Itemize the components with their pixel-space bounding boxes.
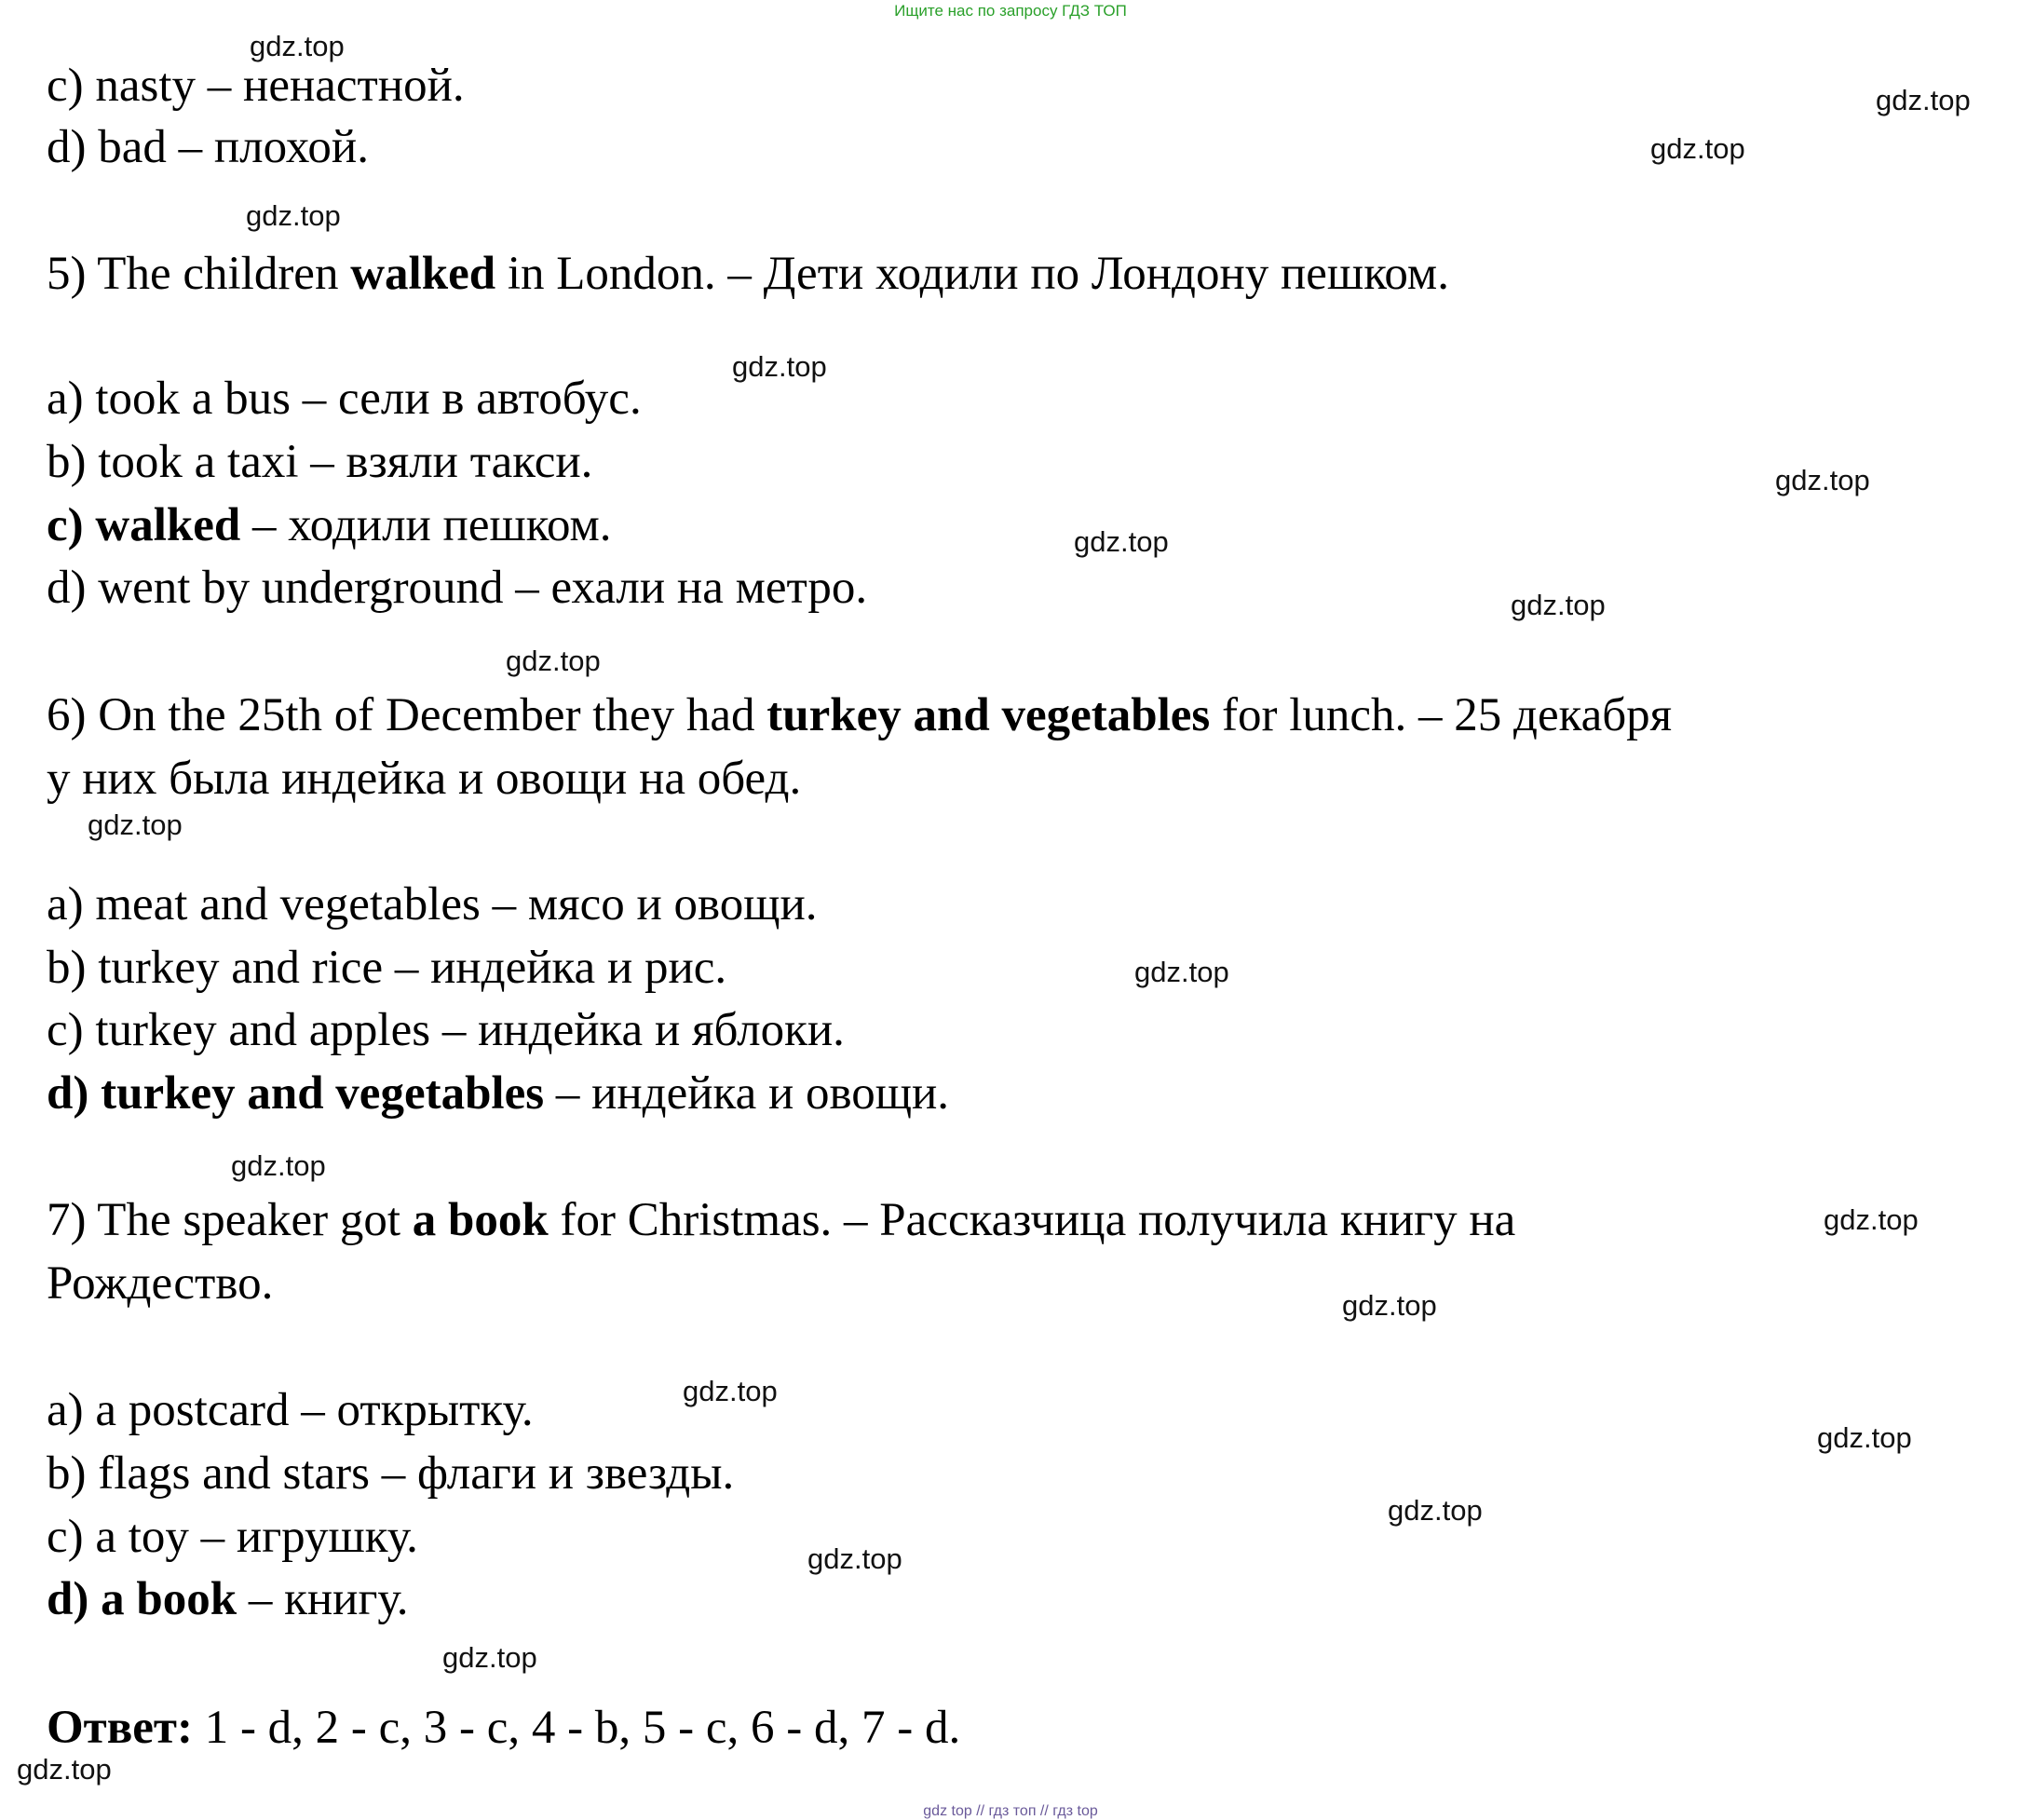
watermark: gdz.top [1817,1421,1912,1454]
question-5-translation: in London. – Дети ходили по Лондону пешком. [495,248,1449,300]
watermark: gdz.top [250,30,345,62]
q6-option-a: a) meat and vegetables – мясо и овощи. [47,878,818,930]
question-7 [47,1192,1515,1248]
answer-label: Ответ: [47,1702,193,1754]
watermark: gdz.top [1775,464,1870,496]
q6-option-d-answer: d) turkey and vegetables [47,1067,545,1120]
question-7-translation: for Christmas. – Рассказчица получила книгу на [548,1194,1516,1246]
watermark: gdz.top [1342,1289,1437,1322]
block4-option-d: d) bad – плохой. [47,121,369,173]
question-6-line2: у них была индейка и овощи на обед. [47,753,802,805]
watermark: gdz.top [246,199,341,232]
block4-option-c: c) nasty – ненастной. [47,60,465,112]
q5-option-c-answer: c) walked [47,499,241,551]
watermark: gdz.top [1824,1203,1919,1236]
q7-option-a: a) a postcard – открытку. [47,1384,534,1436]
footer-note: gdz top // гдз топ // гдз top [923,1803,1098,1819]
watermark: gdz.top [732,350,827,383]
watermark: gdz.top [1876,84,1971,116]
watermark: gdz.top [17,1753,112,1786]
header-note: Ищите нас по запросу ГДЗ ТОП [894,2,1127,20]
q6-option-c: c) turkey and apples – индейка и яблоки. [47,1004,845,1056]
watermark: gdz.top [807,1542,902,1575]
q6-option-d-rest: – индейка и овощи. [544,1067,950,1120]
watermark: gdz.top [442,1641,537,1674]
question-7-text: 7) The speaker got [47,1194,413,1246]
q6-option-b: b) turkey and rice – индейка и рис. [47,942,727,994]
watermark: gdz.top [1074,525,1169,558]
q5-option-c [47,497,612,553]
question-6-text: 6) On the 25th of December they had [47,689,767,741]
question-6-translation: for lunch. – 25 декабря [1210,689,1673,741]
watermark: gdz.top [88,808,183,841]
q5-option-c-rest: – ходили пешком. [240,499,612,551]
q7-option-c: c) a toy – игрушку. [47,1511,418,1563]
question-5 [47,246,1449,302]
q5-option-b: b) took a taxi – взяли такси. [47,436,593,488]
q7-option-b: b) flags and stars – флаги и звезды. [47,1447,735,1500]
watermark: gdz.top [1134,956,1229,988]
q7-option-d-answer: d) a book [47,1573,237,1625]
question-6 [47,687,1672,743]
q7-option-d [47,1571,409,1627]
watermark: gdz.top [506,645,601,677]
question-6-keyword: turkey and vegetables [766,689,1211,741]
question-5-keyword: walked [350,248,496,300]
watermark: gdz.top [231,1149,326,1182]
q5-option-a: a) took a bus – сели в автобус. [47,373,642,425]
watermark: gdz.top [1388,1494,1483,1527]
answer-value: 1 - d, 2 - c, 3 - c, 4 - b, 5 - c, 6 - d, 7 - d. [192,1702,961,1754]
question-5-text: 5) The children [47,248,351,300]
question-7-keyword: a book [412,1194,549,1246]
watermark: gdz.top [683,1375,778,1407]
q5-option-d: d) went by underground – ехали на метро. [47,562,868,614]
q7-option-d-rest: – книгу. [237,1573,409,1625]
answer-line [47,1700,960,1756]
watermark: gdz.top [1511,589,1606,621]
watermark: gdz.top [1650,132,1745,165]
question-7-line2: Рождество. [47,1257,274,1310]
q6-option-d [47,1066,949,1121]
